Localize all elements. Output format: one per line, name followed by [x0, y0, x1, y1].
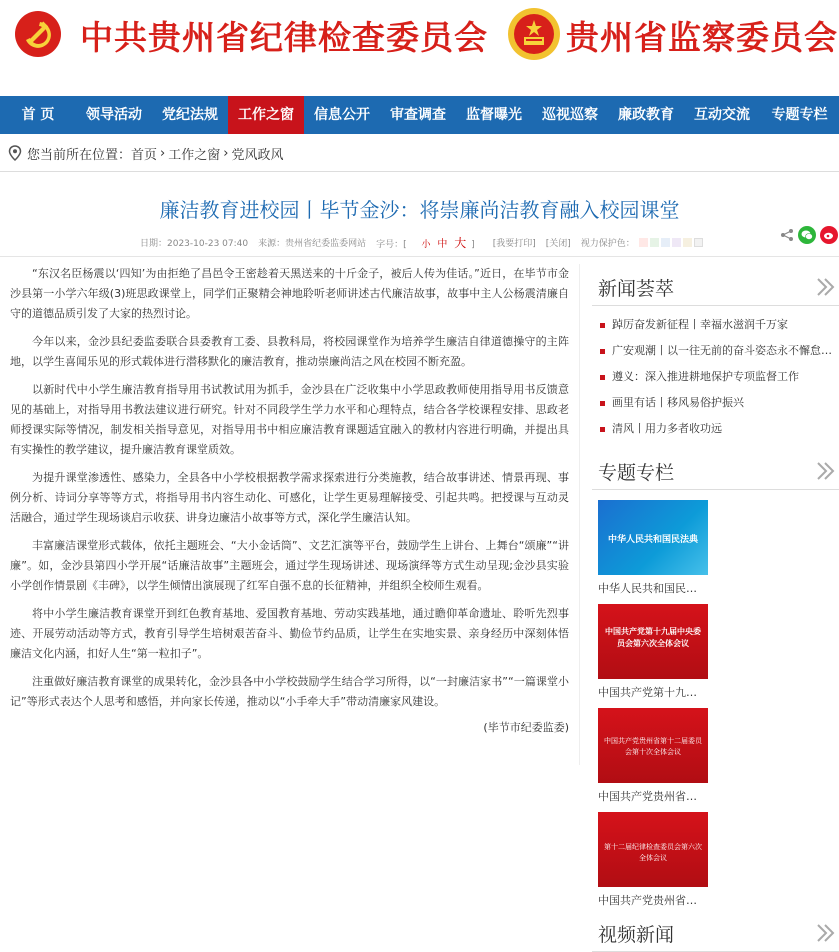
eye-color-swatch[interactable]	[661, 238, 670, 247]
nav-item-leadership[interactable]: 领导活动	[86, 107, 142, 123]
cpc-discipline-commission-title: 中共贵州省纪律检查委员会	[80, 18, 488, 57]
article-source-footer: (毕节市纪委监委)	[483, 721, 569, 734]
site-header	[0, 0, 839, 94]
article-meta	[140, 234, 705, 251]
video-section-title: 视频新闻	[598, 924, 675, 946]
divider	[0, 171, 839, 172]
main-nav	[0, 96, 839, 134]
special-topic-banner	[598, 708, 708, 783]
article-title: 廉洁教育进校园丨毕节金沙：将崇廉尚洁教育融入校园课堂	[159, 198, 680, 222]
nav-item-home[interactable]: 首 页	[21, 107, 55, 123]
article-paragraph: 将中小学生廉洁教育课堂开到红色教育基地、爱国教育基地、劳动实践基地，通过瞻仰革命遗址、聆听先烈事迹、开展劳动活动等方式，教育引导学生培树艰苦奋斗、勤俭节约品质，让学生在实地实景、亲身经历中深刻体悟廉洁文化内涵，扣好人生“第一粒扣子”。	[10, 607, 569, 660]
bullet-icon	[600, 427, 605, 432]
eye-color-swatch[interactable]	[672, 238, 681, 247]
eye-color-swatch[interactable]	[694, 238, 703, 247]
bullet-icon	[600, 323, 605, 328]
special-topic-card[interactable]	[598, 812, 708, 908]
special-topic-card[interactable]	[598, 604, 708, 700]
news-item[interactable]	[600, 338, 834, 364]
news-item-label: 画里有话丨移风易俗护振兴	[612, 396, 744, 409]
nav-item-work-window[interactable]: 工作之窗	[228, 96, 304, 134]
bullet-icon	[600, 401, 605, 406]
nav-item-regulations[interactable]: 党纪法规	[162, 107, 218, 123]
bullet-icon	[600, 349, 605, 354]
breadcrumb-work-window-link[interactable]: 工作之窗	[168, 147, 221, 163]
national-emblem-icon	[506, 6, 562, 62]
nav-item-education[interactable]: 廉政教育	[618, 107, 674, 123]
special-topics-grid	[592, 490, 839, 908]
party-emblem-icon	[14, 10, 62, 58]
eye-color-swatch[interactable]	[683, 238, 692, 247]
news-item-label: 清风丨用力多者收功远	[612, 422, 722, 435]
news-list	[592, 306, 839, 442]
nav-item-special-topics[interactable]: 专题专栏	[771, 107, 828, 123]
breadcrumb-prefix: 您当前所在位置：	[27, 147, 132, 163]
bullet-icon	[600, 375, 605, 380]
font-small-button[interactable]: 小	[421, 240, 431, 250]
close-button[interactable]: [关闭]	[545, 239, 571, 249]
eye-color-swatch[interactable]	[639, 238, 648, 247]
special-topic-label: 中国共产党贵州省…	[598, 790, 697, 803]
article-paragraph: 今年以来，金沙县纪委监委联合县委教育工委、县教科局，将校园课堂作为培养学生廉洁自律道德操守的主阵地，以学生喜闻乐见的形式载体进行潜移默化的廉洁教育，推动崇廉尚洁之风在校园不断充盈。	[10, 335, 569, 368]
article-paragraph: 以新时代中小学生廉洁教育指导用书试教试用为抓手，金沙县在广泛收集中小学思政教师使用指导用书反馈意见的基础上，对指导用书教法建议进行研究。针对不同段学生学力水平和心理特点，结合各学校课程安排、思政老师授课实际等情况，制发相关指导意见，对指导用书中相应廉洁教育课题适宜融入的教材内容进行明确，并提出具有实操性的教学建议，提升廉洁教育课堂质效。	[10, 383, 569, 456]
special-topic-label: 中华人民共和国民…	[598, 582, 697, 595]
news-item-label: 广安观潮丨以一往无前的奋斗姿态永不懈怠…	[612, 344, 832, 357]
wechat-icon[interactable]	[798, 226, 816, 244]
article-paragraph: 注重做好廉洁教育课堂的成果转化，金沙县各中小学校鼓励学生结合学习所得，以“一封廉洁家书”“一篇课堂小记”等形式表达个人思考和感悟，并向家长传递，推动以“小手牵大手”带动清廉家风建设。	[10, 675, 569, 708]
sidebar	[592, 264, 839, 946]
article-source: 来源：贵州省纪委监委网站	[258, 239, 367, 249]
font-medium-button[interactable]: 中	[437, 239, 448, 250]
breadcrumb-party-style-link[interactable]: 党风政风	[231, 147, 284, 163]
banner-caption: 中国共产党第十九届中央委员会第六次全体会议	[605, 627, 701, 648]
video-section-header	[592, 910, 839, 952]
news-item[interactable]	[600, 416, 834, 442]
double-chevron-right-icon[interactable]	[815, 460, 837, 482]
breadcrumb	[8, 143, 283, 163]
eye-color-swatch[interactable]	[650, 238, 659, 247]
font-size-bracket: ]	[471, 240, 475, 250]
news-item[interactable]	[600, 312, 834, 338]
share-bar	[780, 226, 838, 244]
nav-item-inspection[interactable]: 巡视巡察	[542, 107, 598, 123]
special-topic-banner	[598, 812, 708, 887]
font-large-button[interactable]: 大	[454, 236, 467, 250]
news-item-label: 踔厉奋发新征程丨幸福水滋润千万家	[612, 318, 788, 331]
special-topic-label: 中国共产党第十九…	[598, 686, 697, 699]
news-section-header	[592, 264, 839, 306]
banner-caption: 中国共产党贵州省第十二届委员会第十次全体会议	[604, 737, 702, 756]
special-section-title: 专题专栏	[598, 462, 675, 484]
weibo-icon[interactable]	[820, 226, 838, 244]
eye-care-swatches	[639, 238, 705, 247]
eye-care-label: 视力保护色：	[580, 239, 635, 249]
special-topic-card[interactable]	[598, 500, 708, 596]
article-paragraph: 丰富廉洁课堂形式载体，依托主题班会、“大小金话筒”、文艺汇演等平台，鼓励学生上讲台、上舞台“颂廉”“讲廉”。如，金沙县第四小学开展“话廉洁故事”主题班会，通过学生现场讲述、现场演绎等方式生动呈现;金沙县实验小学创作情景剧《丰碑》，以学生倾情出演展现了红军自强不息的长征精神，并组织全校师生观看。	[10, 539, 569, 592]
article-paragraph: 为提升课堂渗透性、感染力，全县各中小学校根据教学需求探索进行分类施教，结合故事讲述、情景再现、事例分析、诗词分享等等方式，将指导用书内容生动化、可感化，让学生更易理解接受、引起共鸣。把授课与互动灵活融合，通过学生现场谈启示收获、讲身边廉洁小故事等方式，深化学生廉洁认知。	[10, 471, 569, 524]
article-body	[0, 264, 580, 765]
breadcrumb-separator: ›	[160, 145, 166, 161]
news-section-title: 新闻荟萃	[598, 278, 675, 300]
double-chevron-right-icon[interactable]	[815, 276, 837, 298]
news-item[interactable]	[600, 390, 834, 416]
share-icon[interactable]	[780, 228, 794, 242]
article-paragraph: “东汉名臣杨震以‘四知’为由拒绝了昌邑令王密趁着天黑送来的十斤金子，被后人传为佳话。”近日，在毕节市金沙县第一小学六年级(3)班思政课堂上，同学们正聚精会神地聆听老师讲述古代廉洁故事，故事中主人公杨震清廉自守的道德品质引发了大家的热烈讨论。	[10, 267, 569, 320]
nav-item-investigation[interactable]: 审查调查	[390, 107, 446, 123]
special-section-header	[592, 448, 839, 490]
special-topic-banner	[598, 604, 708, 679]
font-size-control	[376, 234, 485, 251]
font-size-label: 字号：[	[376, 240, 407, 250]
news-item-label: 遵义：深入推进耕地保护专项监督工作	[612, 370, 799, 383]
nav-item-interaction[interactable]: 互动交流	[694, 107, 750, 123]
divider	[0, 256, 839, 257]
special-topic-label: 中国共产党贵州省…	[598, 894, 697, 907]
double-chevron-right-icon[interactable]	[815, 922, 837, 944]
nav-item-disclosure[interactable]: 信息公开	[314, 107, 370, 123]
special-topic-card[interactable]	[598, 708, 708, 804]
breadcrumb-separator: ›	[223, 145, 229, 161]
breadcrumb-home-link[interactable]: 首页	[131, 147, 158, 163]
banner-caption: 第十二届纪律检查委员会第六次全体会议	[604, 843, 702, 862]
map-pin-icon	[8, 145, 22, 161]
article-date: 日期：2023-10-23 07:40	[140, 239, 249, 249]
nav-item-exposure[interactable]: 监督曝光	[466, 107, 522, 123]
supervisory-commission-title: 贵州省监察委员会	[566, 18, 838, 57]
special-topic-banner	[598, 500, 708, 575]
banner-caption: 中华人民共和国民法典	[607, 535, 698, 545]
news-item[interactable]	[600, 364, 834, 390]
print-button[interactable]: [我要打印]	[492, 239, 536, 249]
